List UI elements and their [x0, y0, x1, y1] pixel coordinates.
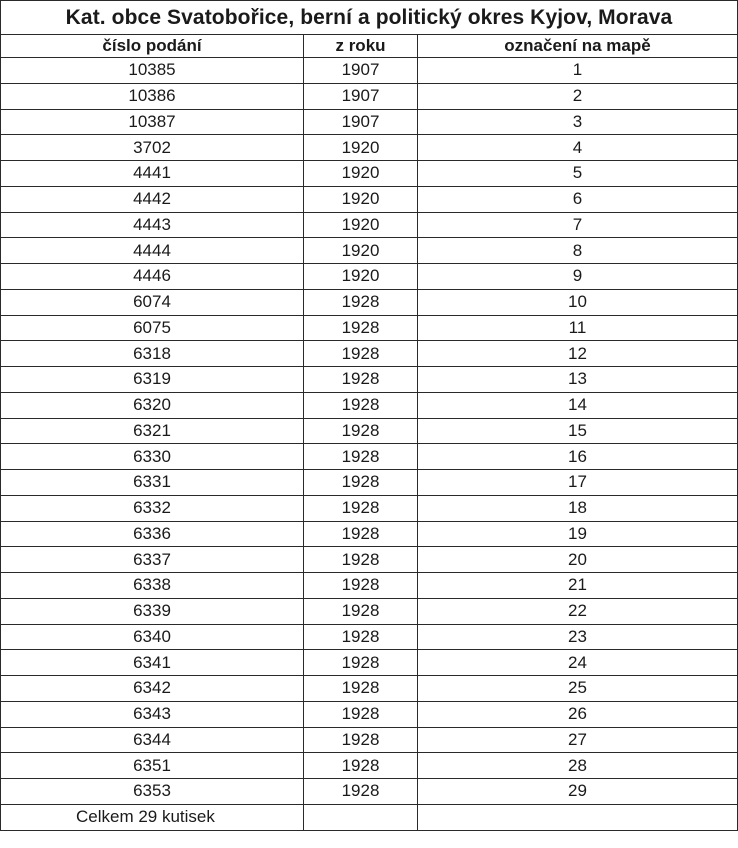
- table-row: [1, 753, 738, 779]
- cell-cislo-podani: 6330: [1, 444, 304, 470]
- cell-oznaceni-na-mape: 18: [418, 495, 738, 521]
- cell-z-roku: 1928: [304, 495, 418, 521]
- cell-z-roku: 1920: [304, 135, 418, 161]
- cell-oznaceni-na-mape: 15: [418, 418, 738, 444]
- cell-z-roku: 1907: [304, 83, 418, 109]
- column-header-cislo-podani: číslo podání: [1, 35, 304, 58]
- cell-cislo-podani: 6320: [1, 392, 304, 418]
- cell-oznaceni-na-mape: 5: [418, 161, 738, 187]
- cell-z-roku: 1920: [304, 212, 418, 238]
- table-row: [1, 367, 738, 393]
- table-row: [1, 135, 738, 161]
- table-row: [1, 701, 738, 727]
- table-row: [1, 341, 738, 367]
- table-row: [1, 186, 738, 212]
- cell-z-roku: 1920: [304, 238, 418, 264]
- table-row: [1, 58, 738, 84]
- table-row: [1, 392, 738, 418]
- table-body: [1, 58, 738, 805]
- cell-cislo-podani: 4446: [1, 264, 304, 290]
- cell-oznaceni-na-mape: 29: [418, 779, 738, 805]
- cell-cislo-podani: 6353: [1, 779, 304, 805]
- header-row: [1, 35, 738, 58]
- cell-z-roku: 1928: [304, 289, 418, 315]
- table-row: [1, 547, 738, 573]
- cell-oznaceni-na-mape: 25: [418, 676, 738, 702]
- cell-cislo-podani: 4443: [1, 212, 304, 238]
- cell-z-roku: 1920: [304, 161, 418, 187]
- cell-oznaceni-na-mape: 24: [418, 650, 738, 676]
- cell-cislo-podani: 6336: [1, 521, 304, 547]
- cell-oznaceni-na-mape: 27: [418, 727, 738, 753]
- cell-z-roku: 1920: [304, 264, 418, 290]
- cell-z-roku: 1928: [304, 341, 418, 367]
- cell-oznaceni-na-mape: 21: [418, 573, 738, 599]
- cell-oznaceni-na-mape: 7: [418, 212, 738, 238]
- footer-row: [1, 804, 738, 830]
- cell-z-roku: 1928: [304, 444, 418, 470]
- cell-z-roku: 1907: [304, 109, 418, 135]
- cell-cislo-podani: 10387: [1, 109, 304, 135]
- cell-z-roku: 1928: [304, 367, 418, 393]
- cell-z-roku: 1928: [304, 598, 418, 624]
- cell-z-roku: 1928: [304, 521, 418, 547]
- cell-oznaceni-na-mape: 19: [418, 521, 738, 547]
- table-row: [1, 289, 738, 315]
- title-row: [1, 1, 738, 35]
- cell-cislo-podani: 6075: [1, 315, 304, 341]
- table-row: [1, 676, 738, 702]
- cell-oznaceni-na-mape: 16: [418, 444, 738, 470]
- table-row: [1, 212, 738, 238]
- table-row: [1, 315, 738, 341]
- cell-oznaceni-na-mape: 4: [418, 135, 738, 161]
- cell-oznaceni-na-mape: 8: [418, 238, 738, 264]
- table-row: [1, 161, 738, 187]
- cell-cislo-podani: 10385: [1, 58, 304, 84]
- table-row: [1, 598, 738, 624]
- cell-oznaceni-na-mape: 23: [418, 624, 738, 650]
- cell-cislo-podani: 6331: [1, 470, 304, 496]
- cell-z-roku: 1928: [304, 650, 418, 676]
- cell-oznaceni-na-mape: 14: [418, 392, 738, 418]
- cell-z-roku: 1928: [304, 701, 418, 727]
- cell-cislo-podani: 6337: [1, 547, 304, 573]
- cell-oznaceni-na-mape: 26: [418, 701, 738, 727]
- table-row: [1, 418, 738, 444]
- cell-cislo-podani: 3702: [1, 135, 304, 161]
- cell-z-roku: 1928: [304, 392, 418, 418]
- table-row: [1, 521, 738, 547]
- cell-cislo-podani: 6340: [1, 624, 304, 650]
- cell-cislo-podani: 6338: [1, 573, 304, 599]
- cell-cislo-podani: 6343: [1, 701, 304, 727]
- table-row: [1, 495, 738, 521]
- cell-z-roku: 1928: [304, 676, 418, 702]
- cell-z-roku: 1928: [304, 418, 418, 444]
- cell-oznaceni-na-mape: 17: [418, 470, 738, 496]
- cell-oznaceni-na-mape: 13: [418, 367, 738, 393]
- cell-cislo-podani: 6332: [1, 495, 304, 521]
- cell-oznaceni-na-mape: 11: [418, 315, 738, 341]
- cell-cislo-podani: 4441: [1, 161, 304, 187]
- cell-oznaceni-na-mape: 3: [418, 109, 738, 135]
- cell-oznaceni-na-mape: 10: [418, 289, 738, 315]
- cell-cislo-podani: 6342: [1, 676, 304, 702]
- column-header-z-roku: z roku: [304, 35, 418, 58]
- table-title: Kat. obce Svatobořice, berní a politický okres Kyjov, Morava: [1, 1, 738, 35]
- cell-cislo-podani: 6351: [1, 753, 304, 779]
- cell-z-roku: 1928: [304, 573, 418, 599]
- cell-oznaceni-na-mape: 9: [418, 264, 738, 290]
- cell-cislo-podani: 6318: [1, 341, 304, 367]
- table-row: [1, 650, 738, 676]
- cell-cislo-podani: 6319: [1, 367, 304, 393]
- column-header-oznaceni-na-mape: označení na mapě: [418, 35, 738, 58]
- table-row: [1, 470, 738, 496]
- cell-z-roku: 1928: [304, 470, 418, 496]
- cell-oznaceni-na-mape: 6: [418, 186, 738, 212]
- cell-cislo-podani: 6074: [1, 289, 304, 315]
- cell-cislo-podani: 6344: [1, 727, 304, 753]
- cell-z-roku: 1928: [304, 779, 418, 805]
- table-row: [1, 444, 738, 470]
- table-row: [1, 624, 738, 650]
- cell-cislo-podani: 10386: [1, 83, 304, 109]
- cell-oznaceni-na-mape: 22: [418, 598, 738, 624]
- cell-z-roku: 1928: [304, 624, 418, 650]
- total-count-label: Celkem 29 kutisek: [1, 804, 304, 830]
- table-row: [1, 238, 738, 264]
- table-row: [1, 264, 738, 290]
- cell-z-roku: 1928: [304, 315, 418, 341]
- cell-oznaceni-na-mape: 28: [418, 753, 738, 779]
- cell-z-roku: 1928: [304, 547, 418, 573]
- cell-cislo-podani: 6339: [1, 598, 304, 624]
- table-row: [1, 727, 738, 753]
- cell-cislo-podani: 4444: [1, 238, 304, 264]
- cell-oznaceni-na-mape: 20: [418, 547, 738, 573]
- footer-map-cell: [418, 804, 738, 830]
- cell-oznaceni-na-mape: 2: [418, 83, 738, 109]
- cell-oznaceni-na-mape: 12: [418, 341, 738, 367]
- cell-z-roku: 1920: [304, 186, 418, 212]
- table-row: [1, 779, 738, 805]
- cell-cislo-podani: 6341: [1, 650, 304, 676]
- cell-z-roku: 1907: [304, 58, 418, 84]
- table-row: [1, 109, 738, 135]
- cell-oznaceni-na-mape: 1: [418, 58, 738, 84]
- footer-year-cell: [304, 804, 418, 830]
- cell-z-roku: 1928: [304, 753, 418, 779]
- cell-cislo-podani: 4442: [1, 186, 304, 212]
- table-row: [1, 573, 738, 599]
- cell-cislo-podani: 6321: [1, 418, 304, 444]
- cell-z-roku: 1928: [304, 727, 418, 753]
- table-row: [1, 83, 738, 109]
